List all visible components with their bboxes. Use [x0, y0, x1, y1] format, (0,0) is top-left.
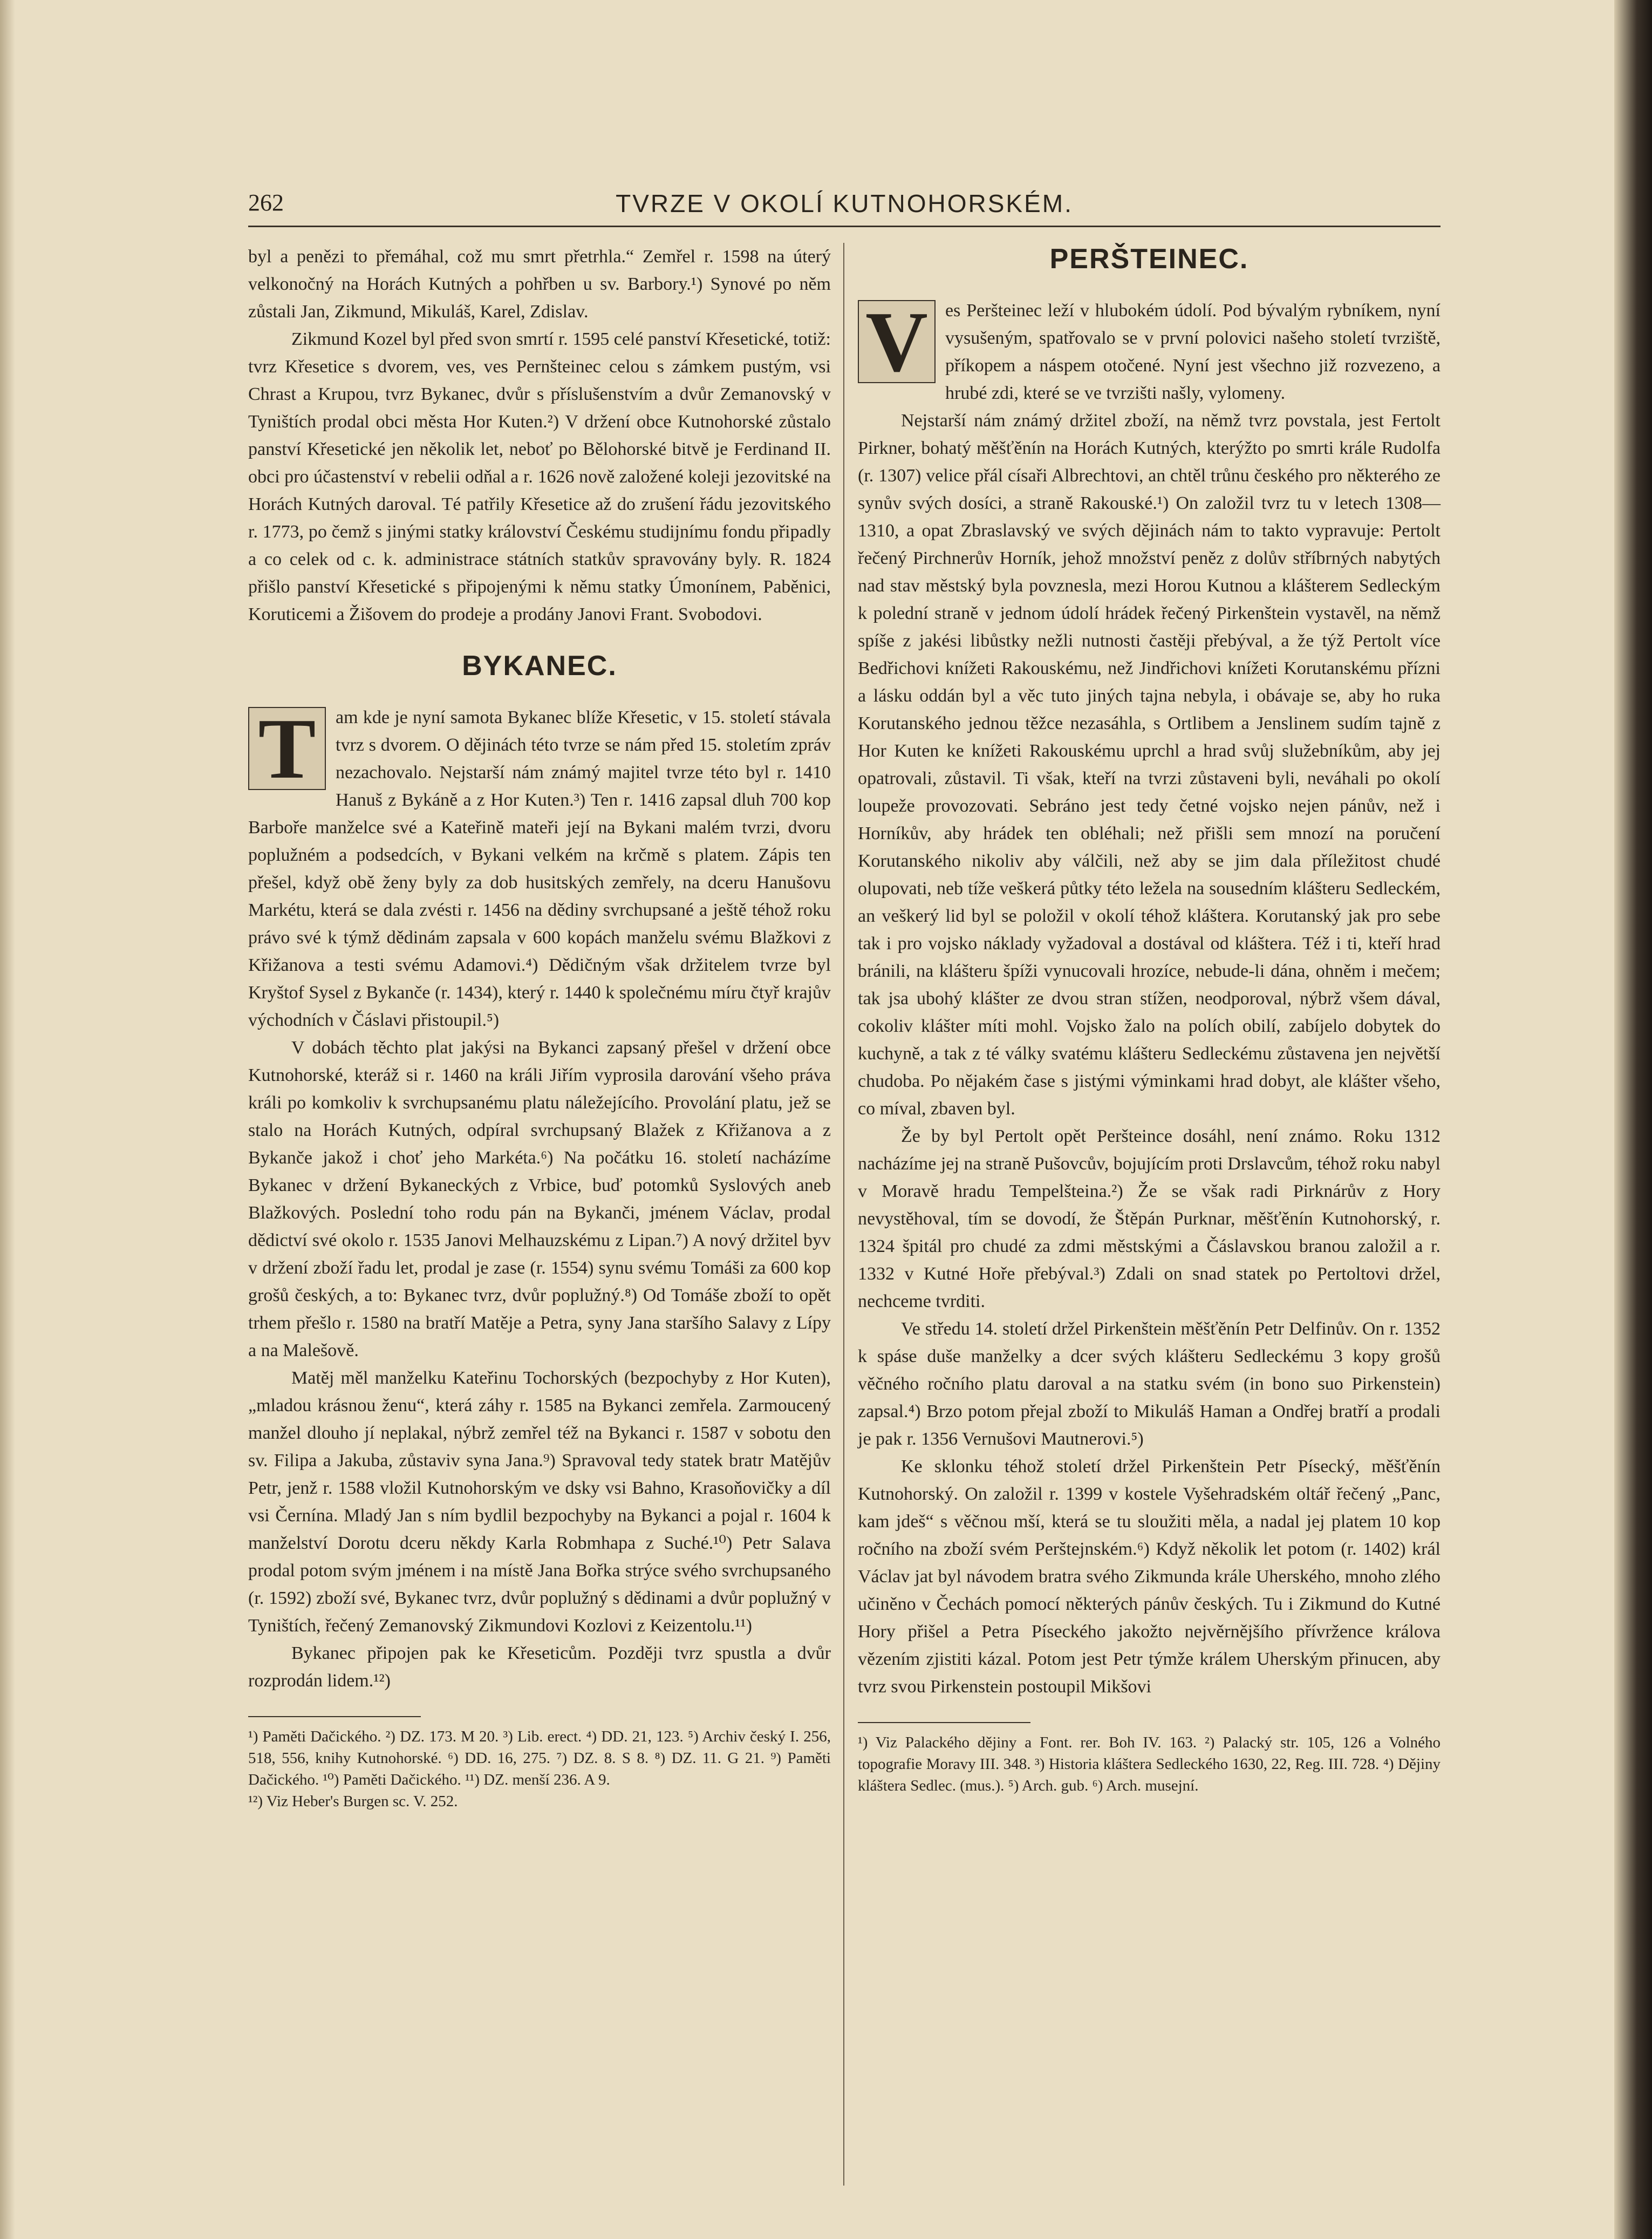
footnote-rule	[858, 1722, 1030, 1723]
footnotes-right	[858, 1732, 1441, 1796]
right-column	[858, 243, 1441, 1796]
footnotes-left	[248, 1726, 831, 1812]
header-rule	[248, 226, 1441, 227]
footnote-rule	[248, 1716, 421, 1717]
paragraph: Ke sklonku téhož století držel Pirkenštein Petr Písecký, měšťěnín Kutnohorský. On založil r. 1399 v kostele Vyšehradském oltář řečený „Panc, kam jdeš“ s věčnou mší, která se tu sloužiti měla, a nadal jej platem 10 kop ročního na zboží svém Perštejnském.⁶) Když několik let potom (r. 1402) král Václav jat byl návodem bratra svého Zikmunda krále Uherského, mnoho zlého učiněno v Čechách pomocí některých pánův českých. Tu i Zikmund do Kutné Hory přišel a Petra Píseckého jakožto nejvěrnějšího přívržence králova vězením zjistiti kázal. Potom jest Petr týmže králem Uherským přinucen, aby tvrz svou Pirkenstein postoupil Mikšovi	[858, 1457, 1441, 1697]
paragraph: V dobách těchto plat jakýsi na Bykanci zapsaný přešel v držení obce Kutnohorské, kteráž si r. 1460 na králi Jiřím vyprosila darování všeho práva králi po komkoliv k svrchupsanému platu náležejícího. Provolání platu, jež se stalo na Horách Kutných, odpíral svrchupsaný Blažek z Křižanova a z Bykanče jakož i choť jeho Markéta.⁶) Na počátku 16. století nacházíme Bykanec v držení Bykaneckých z Vrbice, buď potomků Syslových aneb Blažkových. Poslední toho rodu pán na Bykanči, jménem Václav, prodal dědictví své okolo r. 1535 Janovi Melhauzskému z Lipan.⁷) A nový držitel byv v držení zboží řadu let, prodal je zase (r. 1554) synu svému Tomáši za 600 kop grošů českých, a to: Bykanec tvrz, dvůr poplužný.⁸) Od Tomáše zboží to opět trhem přešlo r. 1580 na bratří Matěje a Petra, syny Jana staršího Salavy z Lípy a na Malešově.	[248, 1038, 831, 1360]
page-header	[248, 183, 1441, 221]
page-gutter-shadow	[0, 0, 15, 2239]
footnote: ¹) Paměti Dačického. ²) DZ. 173. M 20. ³) Lib. erect. ⁴) DD. 21, 123. ⁵) Archiv český I. 256, 518, 556, knihy Kutnohorské. ⁶) DD. 16, 275. ⁷) DZ. 8. S 8. ⁸) DZ. 11. G 21. ⁹) Paměti Dačického. ¹⁰) Paměti Dačického. ¹¹) DZ. menší 236. A 9.	[248, 1728, 831, 1788]
paragraph: Zikmund Kozel byl před svon smrtí r. 1595 celé panství Křesetické, totiž: tvrz Křesetice s dvorem, ves, ves Pernšteinec celou s zámkem pustým, vsi Chrast a Krupou, tvrz Bykanec, dvůr s příslušenstvím a dvůr Zemanovský v Tyništích prodal obci města Hor Kuten.²) V držení obce Kutnohorské zůstalo panství Křesetické jen několik let, neboť po Bělohorské bitvě je Ferdinand II. obci pro účastenství v rebelii odňal a r. 1626 nově založené koleji jezovitské na Horách Kutných daroval. Té patřily Křesetice až do zrušení řádu jezovitského r. 1773, po čemž s jinými statky království Českému studijnímu fondu připadly a co celek od c. k. administrace státních statkův spravovány byly. R. 1824 přišlo panství Křesetické s připojenými k němu statky Úmonínem, Paběnici, Koruticemi a Žišovem do prodeje a prodány Janovi Frant. Svobodovi.	[248, 329, 831, 624]
page-number: 262	[248, 189, 284, 216]
footnote: ¹) Viz Palackého dějiny a Font. rer. Boh IV. 163. ²) Palacký str. 105, 126 a Volného topografie Moravy III. 348. ³) Historia kláštera Sedleckého 1630, 22, Reg. III. 728. ⁴) Dějiny kláštera Sedlec. (mus.). ⁵) Arch. gub. ⁶) Arch. musejní.	[858, 1734, 1441, 1794]
section-title-persteinec: PERŠTEINEC.	[1049, 243, 1249, 275]
paragraph: am kde je nyní samota Bykanec blíže Křesetic, v 15. století stávala tvrz s dvorem. O dějinách této tvrze se nám před 15. stoletím zpráv nezachovalo. Nejstarší nám známý majitel tvrze této byl r. 1410 Hanuš z Bykáně a z Hor Kuten.³) Ten r. 1416 zapsal dluh 700 kop Barboře manželce své a Kateřině mateři její na Bykani malém tvrzi, dvoru poplužném a podsedcích, v Bykani velkém na krčmě s platem. Zápis ten přešel, když obě ženy byly za dob husitských zemřely, na dceru Hanušovu Markétu, která se dala zvésti r. 1456 na dědiny svrchupsané a ještě téhož roku právo své k týmž dědinám zapsala v 600 kopách manželu svému Blažkovi z Křižanova a testi svému Adamovi.⁴) Dědičným však držitelem tvrze byl Kryštof Sysel z Bykanče (r. 1434), který r. 1440 k společnému míru čtyř krajův východních v Čáslavi přistoupil.⁵)	[248, 707, 831, 1030]
book-edge	[1614, 0, 1652, 2239]
paragraph: Že by byl Pertolt opět Peršteince dosáhl, není známo. Roku 1312 nacházíme jej na straně Pušovcův, bojujícím proti Drslavcům, téhož roku nabyl v Moravě hradu Tempelšteina.²) Že se však radi Pirknárův z Hory nevystěhoval, tím se dovodí, že Štěpán Purknar, měšťěnín Kutnohorský, r. 1324 špitál pro chudé za zdmi městskými a Čáslavskou branou založil a r. 1332 v Kutné Hoře přebýval.³) Zdali on snad statek po Pertoltovi držel, nechceme tvrditi.	[858, 1126, 1441, 1311]
running-title: TVRZE V OKOLÍ KUTNOHORSKÉM.	[616, 189, 1073, 217]
drop-cap-initial: V	[858, 300, 936, 383]
column-divider	[843, 243, 844, 2186]
paragraph: Matěj měl manželku Kateřinu Tochorských (bezpochyby z Hor Kuten), „mladou krásnou ženu“, která záhy r. 1585 na Bykanci zemřela. Zarmoucený manžel dlouho jí neplakal, nýbrž zemřel též na Bykanci r. 1587 v sobotu den sv. Filipa a Jakuba, zůstaviv syna Jana.⁹) Spravoval tedy statek bratr Matějův Petr, jenž r. 1588 vložil Kutnohorským ve dsky vsi Bahno, Krasoňovičky a díl vsi Černína. Mladý Jan s ním bydlil bezpochyby na Bykanci a pojal r. 1604 k manželství Dorotu dceru někdy Karla Robmhapa z Suché.¹⁰) Petr Salava prodal potom svým jménem i na místě Jana Bořka strýce svého svrchupsaného (r. 1592) zboží své, Bykanec tvrz, dvůr poplužný s dědinami a dvůr poplužný v Tyništích, řečený Zemanovský Zikmundovi Kozlovi z Keizentolu.¹¹)	[248, 1368, 831, 1636]
drop-cap-initial: T	[248, 707, 326, 790]
paragraph: byl a penězi to přemáhal, což mu smrt přetrhla.“ Zemřel r. 1598 na úterý velkonočný na Horách Kutných a pohřben u sv. Barbory.¹) Synové po něm zůstali Jan, Zikmund, Mikuláš, Karel, Zdislav.	[248, 247, 831, 322]
paragraph: Nejstarší nám známý držitel zboží, na němž tvrz povstala, jest Fertolt Pirkner, bohatý měšťěnín na Horách Kutných, kterýžto po smrti krále Rudolfa (r. 1307) velice přál císaři Albrechtovi, an chtěl trůnu českého pro některého ze synův svých dosíci, a straně Rakouské.¹) On založil tvrz tu v letech 1308—1310, a opat Zbraslavský ve svých dějinách nám to takto vypravuje: Pertolt řečený Pirchnerův Horník, jehož množství peněz z dolův stříbrných nabytých nad stav městský byla povznesla, mezi Horou Kutnou a klášterem Sedleckým k polední straně v jednom údolí hrádek řečený Pirkenštein vystavěl, na němž spíše z jakési libůstky nežli nutnosti častěji přebýval, a že týž Pertolt více Bedřichovi knížeti Rakouskému, než Jindřichovi knížeti Korutanskému přízni a lásku oddán byl a věc tuto jiných tajna nebyla, i obávaje se, aby ho ruka Korutanského jednou těžce nezasáhla, s Ortlibem a Jenslinem sudím tajně z Hor Kuten ke knížeti Rakouskému uprchl a hrad svůj služebníkům, aby jej opatrovali, zůstavil. Ti však, kteří na tvrzi zůstaveni byli, neváhali po okolí loupeže provozovati. Sebráno jest tedy četné vojsko nejen pánův, než i Horníkův, aby hrádek ten obléhali; než přišli sem mnozí na poručení Korutanského nikoliv aby válčili, než aby se jim dala příležitost chudé olupovati, neb tíže veškerá půtky této ležela na sousedním klášteru Sedleckém, an veškerý lid byl se položil v okolí téhož kláštera. Korutanský jak pro sebe tak i pro vojsko náklady vyžadoval a dostával od kláštera. Též i ti, kteří hrad bránili, na klášteru špíži vynucovali hrozíce, nebude-li dána, ohněm i mečem; tak jsa ubohý klášter ze dvou stran stížen, neodporoval, nýbrž všem dával, cokoliv klášter míti mohl. Vojsko žalo na polích obilí, zabíjelo dobytek do kuchyně, a tak z té války svatému klášteru Sedleckému zůstavena jen největší chudoba. Po nějakém čase s jistými výminkami hrad dobyt, ale klášter všeho, co míval, zbaven byl.	[858, 411, 1441, 1119]
section-title-bykanec: BYKANEC.	[462, 650, 617, 682]
paragraph: Bykanec připojen pak ke Křeseticům. Později tvrz spustla a dvůr rozprodán lidem.¹²)	[248, 1643, 831, 1691]
paragraph: es Peršteinec leží v hlubokém údolí. Pod bývalým rybníkem, nyní vysušeným, spatřovalo se v první polovici našeho století tvrziště, příkopem a náspem otočené. Nyní jest všechno již rozvezeno, a hrubé zdi, které se ve tvrzišti našly, vylomeny.	[945, 301, 1441, 403]
left-column	[248, 243, 831, 1812]
footnote: ¹²) Viz Heber's Burgen sc. V. 252.	[248, 1793, 458, 1810]
paragraph: Ve středu 14. století držel Pirkenštein měšťěnín Petr Delfinův. On r. 1352 k spáse duše manželky a dcer svých klášteru Sedleckému 3 kopy grošů věčného ročního platu daroval a na statku svém (in bono suo Pirkenstein) zapsal.⁴) Brzo potom přejal zboží to Mikuláš Haman a Ondřej bratří a prodali je pak r. 1356 Vernušovi Mautnerovi.⁵)	[858, 1319, 1441, 1449]
